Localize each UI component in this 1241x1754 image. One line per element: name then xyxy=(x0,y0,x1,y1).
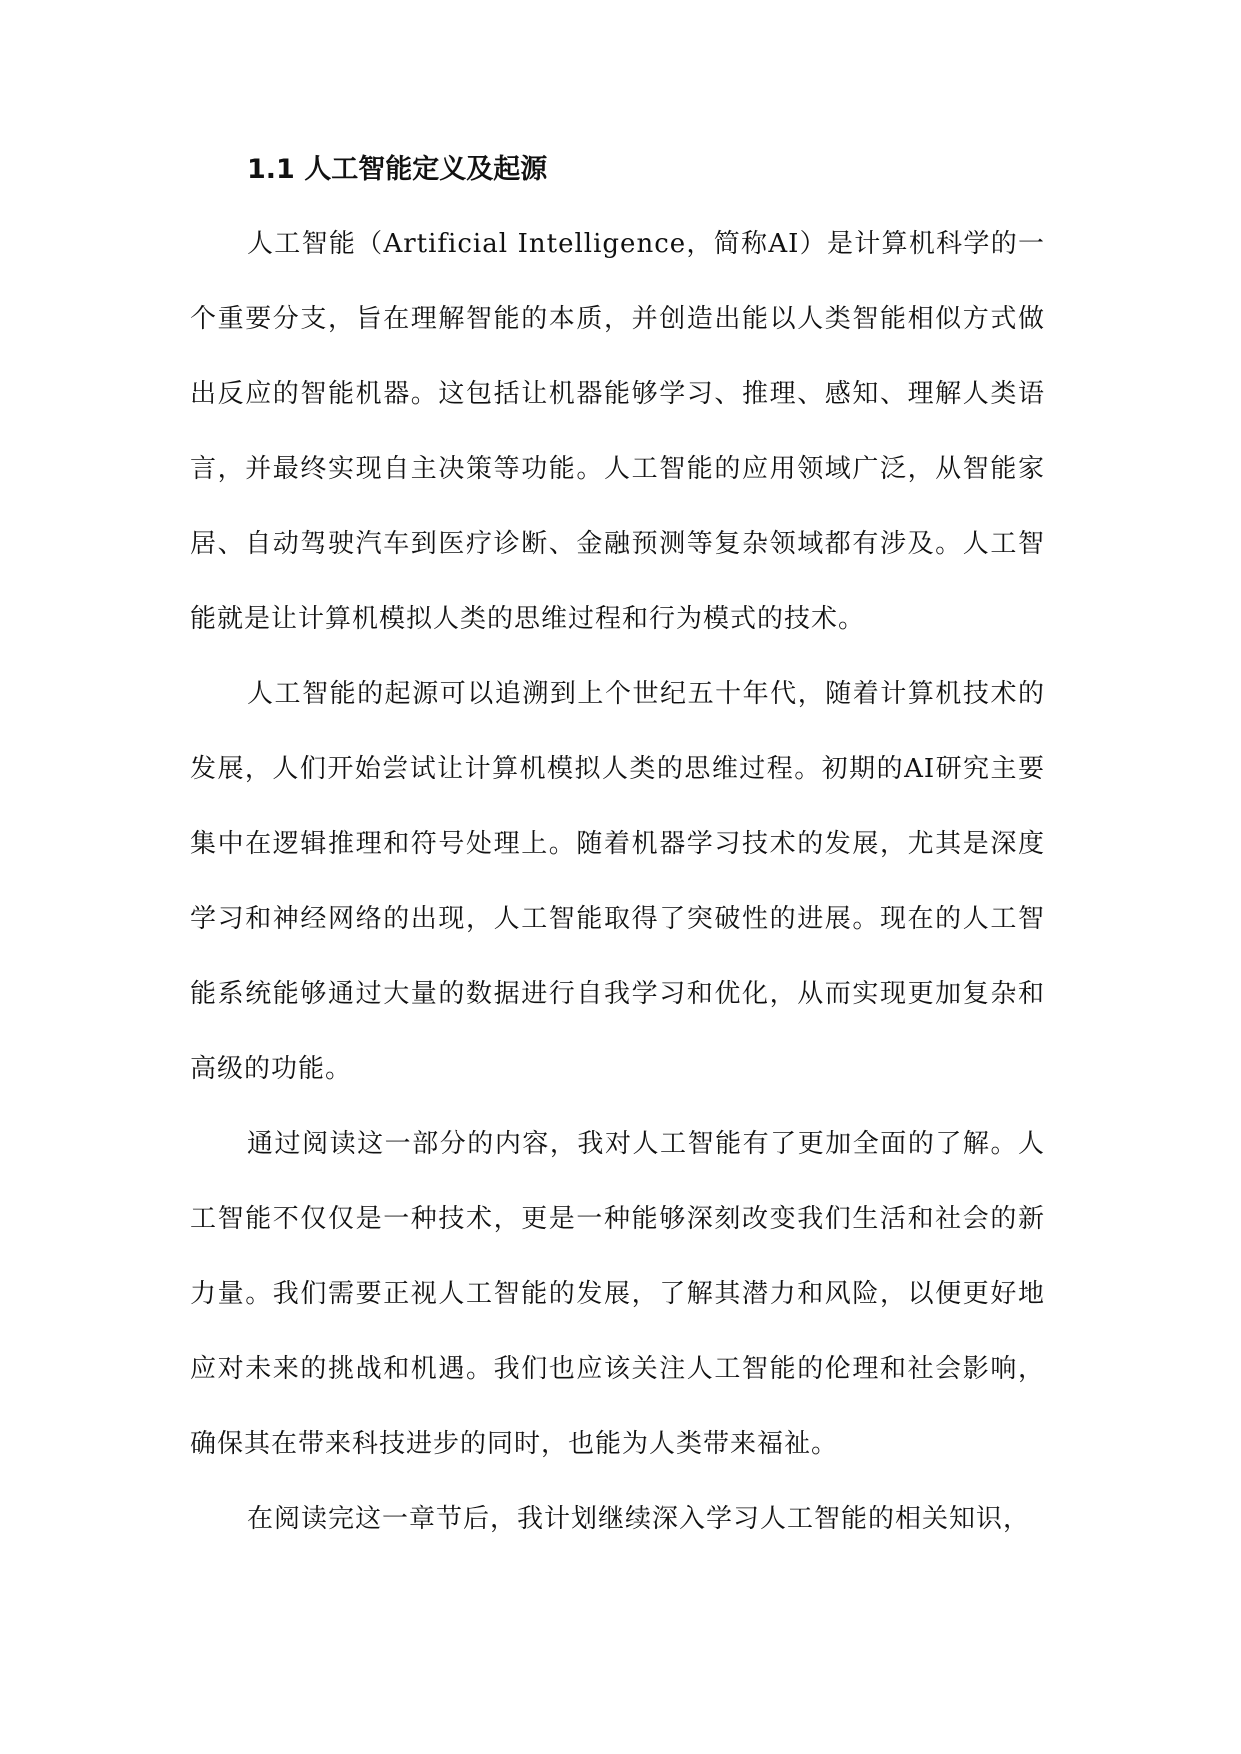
paragraph-ai-origin: 人工智能的起源可以追溯到上个世纪五十年代，随着计算机技术的发展，人们开始尝试让计算机模拟人类的思维过程。初期的AI研究主要集中在逻辑推理和符号处理上。随着机器学习技术的发展，尤其是深度学习和神经网络的出现，人工智能取得了突破性的进展。现在的人工智能系统能够通过大量的数据进行自我学习和优化，从而实现更加复杂和高级的功能。 xyxy=(190,679,1045,1084)
paragraph-reading-reflection: 通过阅读这一部分的内容，我对人工智能有了更加全面的了解。人工智能不仅仅是一种技术，更是一种能够深刻改变我们生活和社会的新力量。我们需要正视人工智能的发展，了解其潜力和风险，以便更好地应对未来的挑战和机遇。我们也应该关注人工智能的伦理和社会影响，确保其在带来科技进步的同时，也能为人类带来福祉。 xyxy=(190,1129,1045,1459)
paragraph-future-plan: 在阅读完这一章节后，我计划继续深入学习人工智能的相关知识， xyxy=(247,1504,1031,1534)
section-heading: 1.1 人工智能定义及起源 xyxy=(247,154,548,185)
paragraph-ai-definition: 人工智能（Artificial Intelligence，简称AI）是计算机科学的一个重要分支，旨在理解智能的本质，并创造出能以人类智能相似方式做出反应的智能机器。这包括让机器能够学习、推理、感知、理解人类语言，并最终实现自主决策等功能。人工智能的应用领域广泛，从智能家居、自动驾驶汽车到医疗诊断、金融预测等复杂领域都有涉及。人工智能就是让计算机模拟人类的思维过程和行为模式的技术。 xyxy=(190,229,1045,634)
